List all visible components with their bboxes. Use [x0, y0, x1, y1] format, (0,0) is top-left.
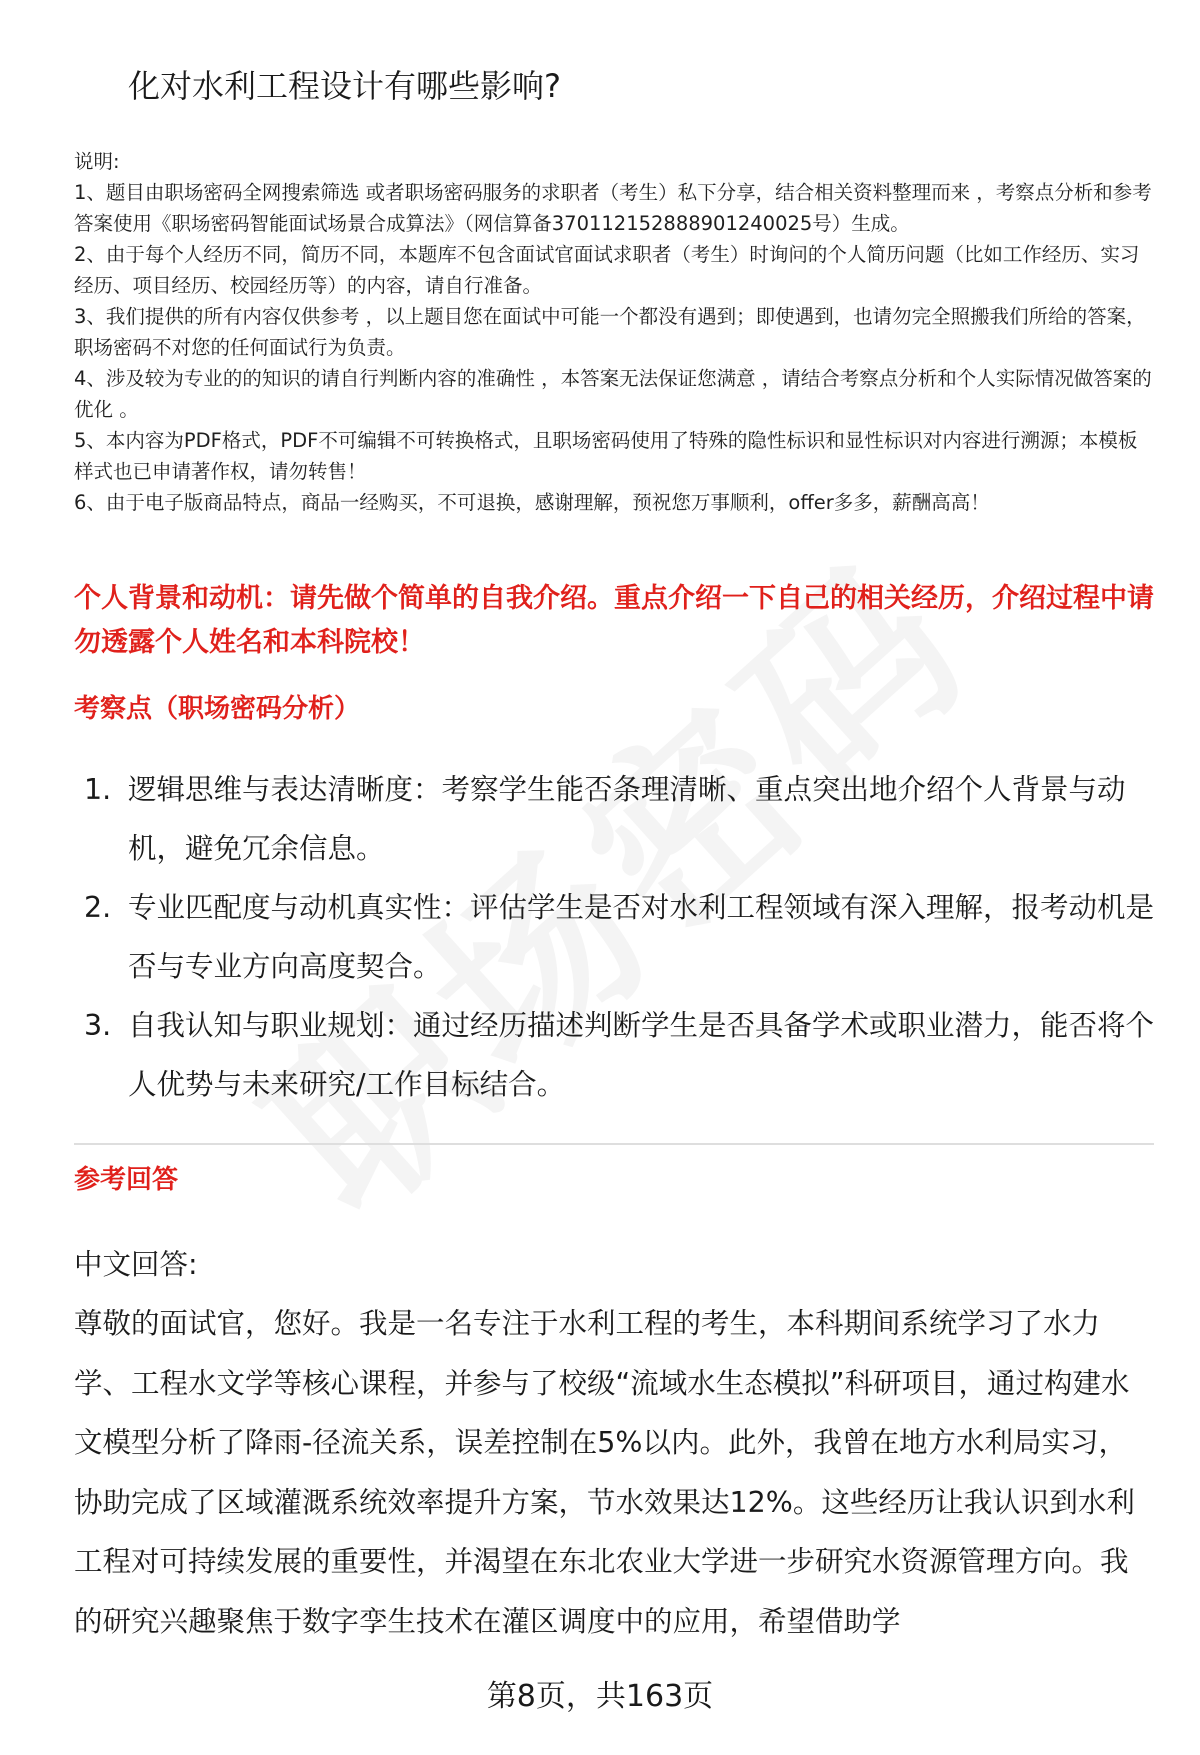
page-number: 第8页，共163页	[486, 1679, 714, 1714]
section-divider	[74, 1143, 1154, 1145]
answer-language-label: 中文回答:	[74, 1248, 198, 1281]
list-text: 自我认知与职业规划：通过经历描述判断学生是否具备学术或职业潜力，能否将个人优势与未来研究/工作目标结合。	[128, 1009, 1155, 1101]
note-item: 3、我们提供的所有内容仅供参考 ，以上题目您在面试中可能一个都没有遇到；即使遇到，也请勿完全照搬我们所给的答案，职场密码不对您的任何面试行为负责。	[74, 305, 1146, 359]
list-text: 逻辑思维与表达清晰度：考察学生能否条理清晰、重点突出地介绍个人背景与动机，避免冗余信息。	[128, 773, 1126, 865]
key-points-heading: 考察点（职场密码分析）	[74, 694, 361, 724]
list-item	[74, 996, 1154, 1114]
note-item: 2、由于每个人经历不同，简历不同，本题库不包含面试官面试求职者（考生）时询问的个人简历问题（比如工作经历、实习经历、项目经历、校园经历等）的内容，请自行准备。	[74, 243, 1140, 297]
notes-section	[74, 146, 1154, 518]
list-number: 3.	[84, 1009, 112, 1042]
list-number: 1.	[84, 773, 112, 806]
question-title-fragment: 化对水利工程设计有哪些影响?	[128, 67, 561, 105]
note-item: 5、本内容为PDF格式，PDF不可编辑不可转换格式，且职场密码使用了特殊的隐性标识和显性标识对内容进行溯源；本模板样式也已申请著作权，请勿转售！	[74, 429, 1138, 483]
answer-heading: 参考回答	[74, 1165, 179, 1195]
key-points-list	[74, 760, 1154, 1114]
note-item: 1、题目由职场密码全网搜索筛选 或者职场密码服务的求职者（考生）私下分享，结合相关资料整理而来 ，考察点分析和参考答案使用《职场密码智能面试场景合成算法》（网信算备370112152888901240025号）生成。	[74, 181, 1152, 235]
interview-question: 个人背景和动机：请先做个简单的自我介绍。重点介绍一下自己的相关经历，介绍过程中请勿透露个人姓名和本科院校！	[74, 583, 1154, 658]
note-item: 4、涉及较为专业的的知识的请自行判断内容的准确性 ，本答案无法保证您满意 ，请结合考察点分析和个人实际情况做答案的优化 。	[74, 367, 1152, 421]
answer-body: 尊敬的面试官，您好。我是一名专注于水利工程的考生，本科期间系统学习了水力学、工程水文学等核心课程，并参与了校级“流域水生态模拟”科研项目，通过构建水文模型分析了降雨-径流关系，误差控制在5%以内。此外，我曾在地方水利局实习，协助完成了区域灌溉系统效率提升方案，节水效果达12%。这些经历让我认识到水利工程对可持续发展的重要性，并渴望在东北农业大学进一步研究水资源管理方向。我的研究兴趣聚焦于数字孪生技术在灌区调度中的应用，希望借助学	[74, 1307, 1135, 1638]
list-text: 专业匹配度与动机真实性：评估学生是否对水利工程领域有深入理解，报考动机是否与专业方向高度契合。	[128, 891, 1155, 983]
list-number: 2.	[84, 891, 112, 924]
list-item	[74, 878, 1154, 996]
note-item: 6、由于电子版商品特点，商品一经购买，不可退换，感谢理解，预祝您万事顺利，offer多多，薪酬高高！	[74, 491, 990, 514]
notes-heading: 说明:	[74, 150, 120, 173]
list-item	[74, 760, 1154, 878]
